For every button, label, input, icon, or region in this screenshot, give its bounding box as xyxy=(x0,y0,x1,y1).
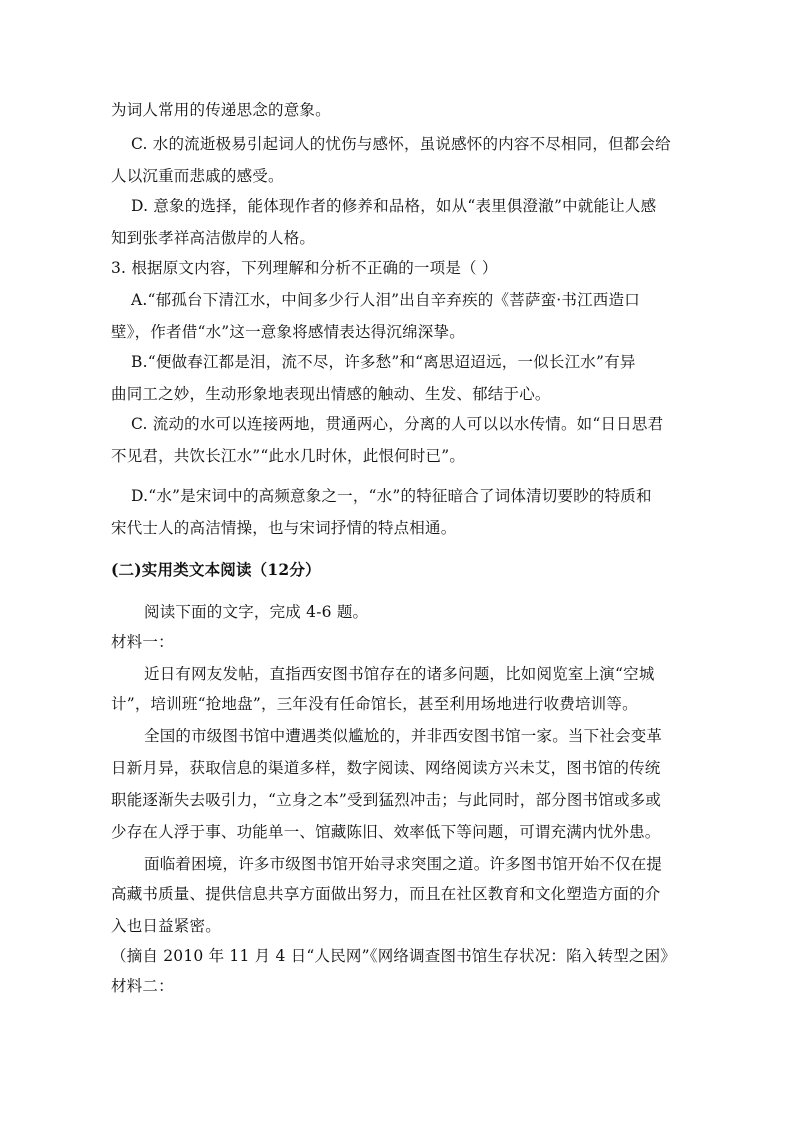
text-line: 人以沉重而悲戚的感受。 xyxy=(111,167,284,185)
paragraph-line: 面临着困境，许多市级图书馆开始寻求突围之道。许多图书馆开始不仅在提 xyxy=(144,855,663,873)
paragraph-line: 全国的市级图书馆中遭遇类似尴尬的，并非西安图书馆一家。当下社会变革 xyxy=(144,727,663,745)
paragraph-line: 职能逐渐失去吸引力，“立身之本”受到猛烈冲击；与此同时，部分图书馆或多或 xyxy=(111,791,662,809)
paragraph-line: 日新月异，获取信息的渠道多样，数字阅读、网络阅读方兴未艾，图书馆的传统 xyxy=(111,759,661,777)
instruction-line: 阅读下面的文字，完成 4-6 题。 xyxy=(144,603,369,621)
material-2-label: 材料二： xyxy=(111,977,174,995)
option-d-line: D. 意象的选择，能体现作者的修养和品格，如从“表里俱澄澈”中就能让人感 xyxy=(131,197,657,215)
question-3: 3. 根据原文内容，下列理解和分析不正确的一项是（ ） xyxy=(111,259,498,277)
paragraph-line: 高藏书质量、提供信息共享方面做出努力，而且在社区教育和文化塑造方面的介 xyxy=(111,885,661,903)
paragraph-line: 近日有网友发帖，直指西安图书馆存在的诸多问题，比如阅览室上演“空城 xyxy=(144,665,655,683)
text-line: 不见君，共饮长江水”“此水几时休，此恨何时已”。 xyxy=(111,447,466,465)
text-line: 知到张孝祥高洁傲岸的人格。 xyxy=(111,229,316,247)
option-d-line: D.“水”是宋词中的高频意象之一，“水”的特征暗合了词体清切要眇的特质和 xyxy=(131,487,652,505)
citation-line: （摘自 2010 年 11 月 4 日“人民网”《网络调查图书馆生存状况：陷入转型之困》 xyxy=(111,947,676,965)
paragraph-line: 少存在人浮于事、功能单一、馆藏陈旧、效率低下等问题，可谓充满内忧外患。 xyxy=(111,823,661,841)
section-heading: (二)实用类文本阅读（12分） xyxy=(111,560,321,579)
option-a-line: A.“郁孤台下清江水，中间多少行人泪”出自辛弃疾的《菩萨蛮·书江西造口 xyxy=(131,291,640,309)
text-line: 为词人常用的传递思念的意象。 xyxy=(111,101,331,119)
text-line: 壁》，作者借“水”这一意象将感情表达得沉绵深挚。 xyxy=(111,323,465,341)
option-c-line: C. 流动的水可以连接两地，贯通两心，分离的人可以以水传情。如“日日思君 xyxy=(131,415,664,433)
text-line: 宋代士人的高洁情操，也与宋词抒情的特点相通。 xyxy=(111,519,457,537)
text-line: 曲同工之妙，生动形象地表现出情感的触动、生发、郁结于心。 xyxy=(111,385,551,403)
material-1-label: 材料一： xyxy=(111,633,174,651)
option-b-line: B.“便做春江都是泪，流不尽，许多愁”和“离思迢迢远，一似长江水”有异 xyxy=(131,353,636,371)
option-c-line: C. 水的流逝极易引起词人的忧伤与感怀，虽说感怀的内容不尽相同，但都会给 xyxy=(131,135,671,153)
paragraph-line: 计”，培训班“抢地盘”，三年没有任命馆长，甚至利用场地进行收费培训等。 xyxy=(111,695,638,713)
paragraph-line: 入也日益紧密。 xyxy=(111,917,221,935)
